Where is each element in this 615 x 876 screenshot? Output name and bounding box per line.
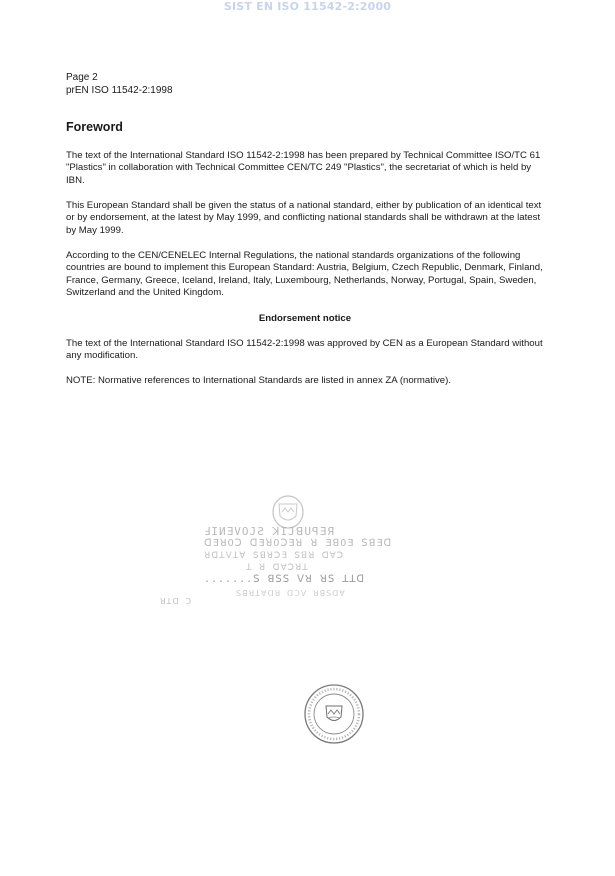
foreword-paragraph-3: According to the CEN/CENELEC Internal Regulations, the national standards organizations of the following countries are bound to implement this European Standard: Austria, Belgium, Czech Republic, Denmark, Finland, France, Germany, Greece, Iceland, Ireland, Italy, Luxembourg, Netherlands, Norway, Portugal, Spain, Sweden, Switzerland and the United Kingdom. xyxy=(66,250,543,299)
page-header xyxy=(66,71,173,97)
endorsement-paragraph: The text of the International Standard ISO 11542-2:1998 was approved by CEN as a European Standard without any modification. xyxy=(66,338,543,362)
foreword-paragraph-2: This European Standard shall be given the status of a national standard, either by publication of an identical text or by endorsement, at the latest by May 1999, and conflicting national standards shall be withdrawn at the latest by May 1999. xyxy=(66,200,542,236)
document-watermark: SIST EN ISO 11542-2:2000 xyxy=(223,0,392,13)
document-id: prEN ISO 11542-2:1998 xyxy=(66,85,173,96)
foreword-paragraph-1: The text of the International Standard ISO 11542-2:1998 has been prepared by Technical Committee ISO/TC 61 "Plastics" in collaboration with Technical Committee CEN/TC 249 "Plastics", the secretariat of which is held by IBN. xyxy=(66,150,541,186)
foreword-heading: Foreword xyxy=(66,120,123,134)
endorsement-heading: Endorsement notice xyxy=(258,313,352,324)
coat-of-arms-icon xyxy=(270,494,306,530)
normative-note: NOTE: Normative references to International Standards are listed in annex ZA (normative). xyxy=(66,375,451,386)
page-number: Page 2 xyxy=(66,72,98,83)
round-seal-icon xyxy=(303,683,365,745)
faded-office-stamp: ℲIИƎVOJƧ ꓘIJꓭUꟼƎЯ ꓷƎꓤOꓛ ꓷƎꓤOꓛƎꓤ ꓤ ƎꓭOƎ ꓢꓭƎꓷ ꓤꓷꓕꓦꓕꓯ ꓢꓭꓤꓛƎ ꓢꓭꓤ ꓷꓯꓛ ꓕ ꓤ ꓷꓯꓛꓤꓕ .......ꓢ ꓭꓢꓢ ꓦꓤ ꓤꓢ ꓕꓕꓷ ꓢꓭꓤꓕꓯꓷꓤ ꓷꓛꓦ ꓤꓭꓢꓷꓯ ꓤꓕꓷ ꓛ xyxy=(0,0,615,876)
